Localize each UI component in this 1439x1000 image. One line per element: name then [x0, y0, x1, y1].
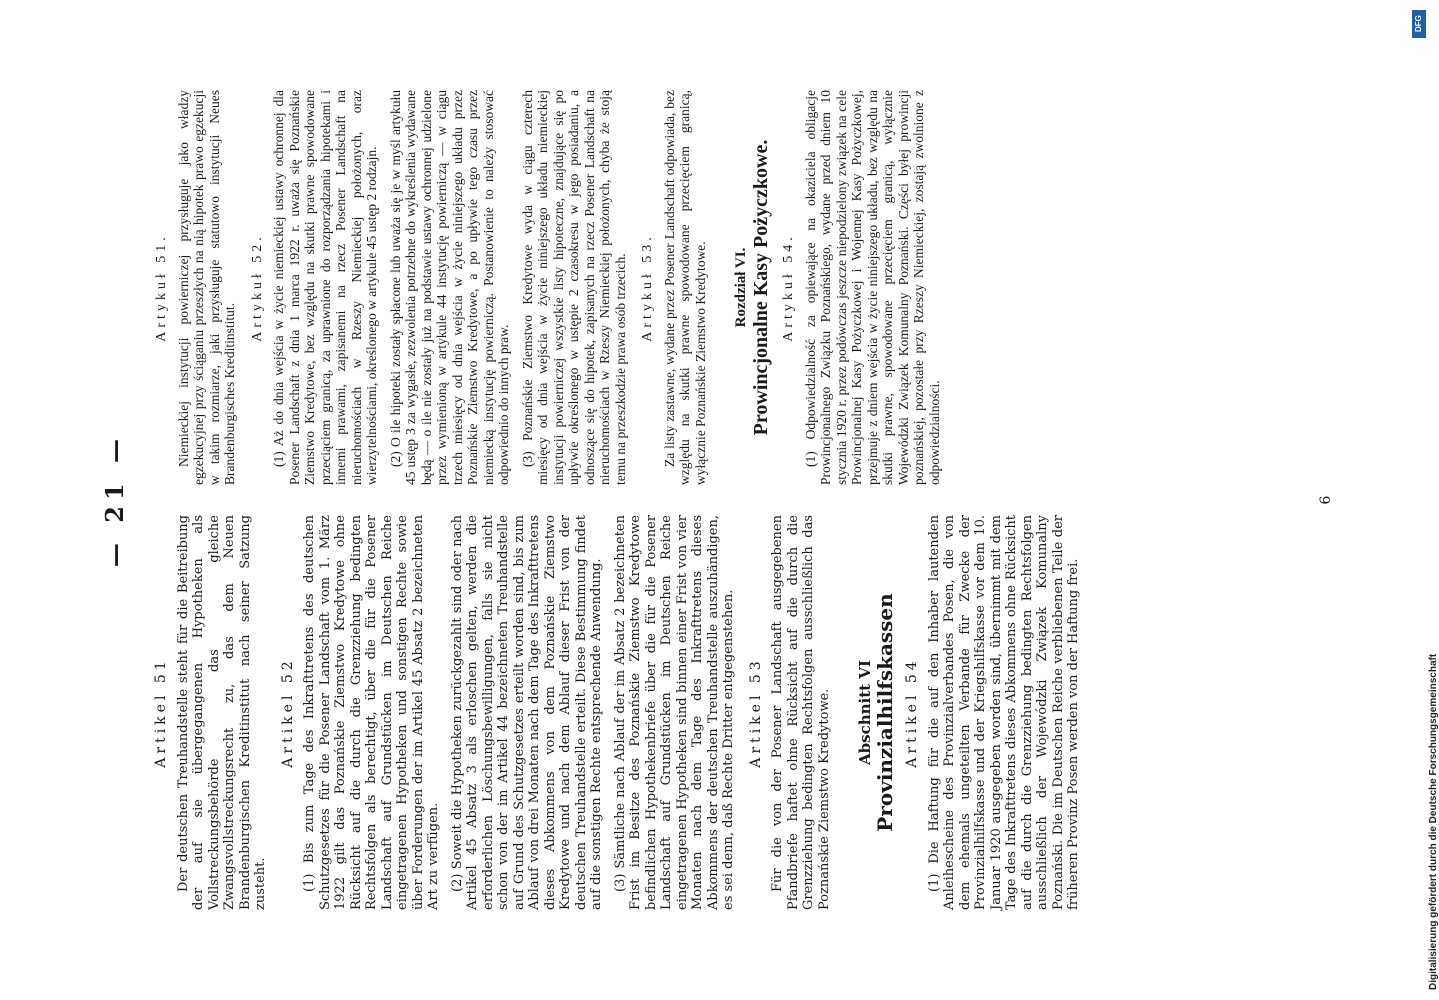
footer-page-number: 6 — [1318, 495, 1334, 505]
article-54-title-de: Artikel 54 — [904, 657, 920, 768]
article-52-para-1-pl: (1) Aż do dnia wejścia w życie niemieckiej ustawy ochronnej dla Posener Landschaft z dnia 1 marca 1922 r. uważa się Poznańskie Ziemstwo Kredytowe, bez względu na skutki prawne spowodowane przeciąciem granicą, za uprawnione do rozporządzania hipotekami i innemi prawami, zapisanemi na rzecz Posener Landschaft na nieruchomościach w Rzeszy Niemieckiej położonych, oraz wierzytelnościami, określonego w artykule 45 ustęp 2 rodzajn. — [271, 90, 379, 485]
article-53-text-pl: Za listy zastawne, wydane przez Posener Landschaft odpowiada, bez względu na skutki prawne spowodowane przecięciem granicą, wyłącznie Poznańskie Ziemstwo Kredytowe. — [661, 90, 708, 485]
article-53-title-pl: Artykuł 53. — [640, 233, 655, 342]
article-51-text-pl: Niemieckiej instytucji powierniczej przysługuje jako władzy egzekucyjnej przy ściąganiu przeszłych na nią hipotek prawo egzekucji w takim rozmiarze, jaki przysługuje statutowo instytucji Neues Brandenburgisches Kreditinstitut. — [175, 90, 237, 485]
section-title-de: Abschnitt VI — [856, 660, 874, 765]
section-subtitle-de: Provinzialhilfskassen — [872, 593, 897, 832]
article-51-title-de: Artikel 51 — [153, 657, 169, 768]
article-52-title-pl: Artykuł 52. — [249, 233, 265, 342]
article-52-title-de: Artikel 52 — [279, 657, 296, 768]
article-54-para-1-pl: (1) Odpowiedzialność za opiewające na okaziciela obligacje Prowincjonalnego Związku Poznańskiego, wydane przed dniem 10 stycznia 1920 r. przez podówczas jeszcze niepodzielony związek na cele Prowincjonalnej Kasy Pożyczkowej i Wojennej Kasy Pożyczkowej, przejmuje z dniem wejścia w życie niniejszego układu, bez względu na skutki prawne, spowodowane przecięciem granicą, wyłącznie Wojewódzki Związek Komunalny Poznański. Części byłej prowincji poznańskiej, pozostałe przy Rzeszy Niemieckiej, zostają zwolnione z odpowiedzialności. — [802, 90, 942, 485]
digitization-credit — [1408, 0, 1439, 1000]
article-52-para-2-pl: (2) O ile hipoteki zostały spłacone lub uważa się je w myśl artykułu 45 ustęp 3 za wygasłe, zezwolenia potrzebne do wykreślenia wydawane będą — o ile nie zostały już na podstawie ustawy ochronnej udzielone przez wymienioną w artykule 44 instytucję powierniczą — w ciągu trzech miesięcy od dnia wejścia w życie niniejszego układu przez Poznańskie Ziemstwo Kredytowe, a po upływie tego czasu przez niemiecką instytucję powierniczą. Postanowienie to należy stosować odpowiednio do innych praw. — [387, 90, 511, 485]
article-52-para-3-pl: (3) Poznańskie Ziemstwo Kredytowe wyda w ciągu czterech miesięcy od dnia wejścia w życie niniejszego układu niemieckiej instytucji powierniczej wszystkie listy hipoteczne, znajdujące się po upływie określonego w ustępie 2 czasokresu w jego posiadaniu, a odnoszące się do hipotek, zapisanych na rzecz Posener Landschaft na nieruchomościach w Rzeszy Niemieckiej położonych, chyba że stoją temu na przeszkodzie prawa osób trzecich. — [519, 90, 628, 485]
section-title-pl: Rozdział VI. — [733, 247, 749, 328]
scanned-page — [100, 90, 1334, 910]
article-51-text-de: Der deutschen Treuhandstelle steht für die Beitreibung der auf sie übergegangenen Hypotheken als Vollstreckungsbehörde das gleiche Zwangsvollstreckungsrecht zu, das dem Neuen Brandenburgischen Kreditinstitut nach seiner Satzung zusteht. — [175, 515, 268, 910]
dfg-logo: DFG — [1412, 10, 1426, 38]
article-52-para-3-de: (3) Sämtliche nach Ablauf der im Absatz 2 bezeichneten Frist im Besitze des Poznańskie Ziemstwo Kredytowe befindlichen Hypothekenbriefe über die für die Posener Landschaft auf Grundstücken im Deutschen Reiche eingetragenen Hypotheken sind binnen einer Frist von vier Monaten nach dem Tage des Inkrafttretens dieses Abkommens der deutschen Treuhandstelle auszuhändigen, es sei denn, daß Rechte Dritter entgegenstehen. — [612, 515, 736, 910]
polish-column — [142, 90, 1320, 485]
article-54-title-pl: Artykuł 54. — [781, 233, 796, 342]
article-52-para-1-de: (1) Bis zum Tage des Inkrafttretens des deutschen Schutzgesetzes für die Posener Landschaft vom 1. März 1922 gilt das Poznańskie Ziemstwo Kredytowe ohne Rücksicht auf die durch die Grenzziehung bedingten Rechtsfolgen als berechtigt, über die für die Posener Landschaft auf Grundstücken im Deutschen Reiche eingetragenen Hypotheken und sonstigen Rechte sowie über Forderungen der im Artikel 45 Absatz 2 bezeichneten Art zu verfügen. — [302, 515, 441, 910]
article-53-text-de: Für die von der Posener Landschaft ausgegebenen Pfandbriefe haftet ohne Rücksicht auf die durch die Grenzziehung bedingten Rechtsfolgen ausschließlich das Poznańskie Ziemstwo Kredytowe. — [770, 515, 832, 910]
german-column — [142, 515, 1320, 910]
credit-text: Digitalisierung gefördert durch die Deutsche Forschungsgemeinschaft — [1428, 653, 1439, 990]
article-52-para-2-de: (2) Soweit die Hypotheken zurückgezahlt sind oder nach Artikel 45 Absatz 3 als erloschen gelten, werden die erforderlichen Löschungsbewilligungen, falls sie nicht schon von der im Artikel 44 bezeichneten Treuhandstelle auf Grund des Schutzgesetzes erteilt worden sind, bis zum Ablauf von drei Monaten nach dem Tage des Inkrafttretens dieses Abkommens von dem Poznańskie Ziemstwo Kredytowe und nach dem Ablauf dieser Frist von der deutschen Treuhandstelle erteilt. Diese Bestimmung findet auf die sonstigen Rechte entsprechende Anwendung. — [449, 515, 604, 910]
page-header: — 21 — — [100, 432, 129, 568]
section-subtitle-pl: Prowincjonalne Kasy Pożyczkowe. — [749, 139, 772, 436]
article-53-title-de: Artikel 53 — [747, 657, 764, 768]
article-54-para-1-de: (1) Die Haftung für die auf den Inhaber lautenden Anleihescheine des Provinzialverbandes Posen, die von dem ehemals ungeteilten Verbande für Zwecke der Provinzialhilfskasse und der Kriegshilfskasse vor dem 10. Januar 1920 ausgegeben worden sind, übernimmt mit dem Tage des Inkrafttretens dieses Abkommens ohne Rücksicht auf die durch die Grenzziehung bedingten Rechtsfolgen ausschließlich der Wojewódzki Związek Komunalny Poznański. Die im Deutschen Reiche verbliebenen Teile der früheren Provinz Posen werden von der Haftung frei. — [926, 515, 1081, 910]
article-51-title-pl: Artykuł 51. — [154, 233, 169, 342]
